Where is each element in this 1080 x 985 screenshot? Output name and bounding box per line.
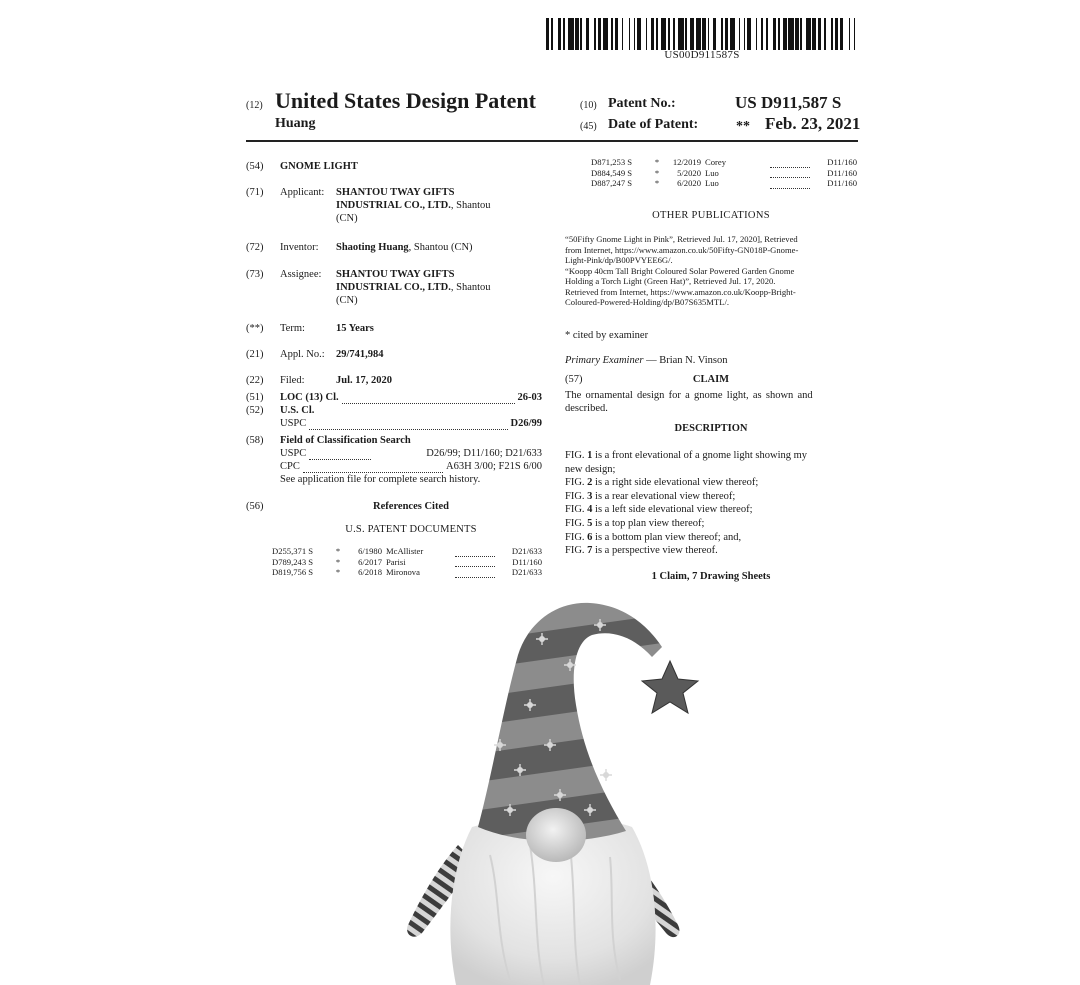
ref-name: Corey (705, 157, 727, 167)
ref-number: D819,756 S (272, 567, 314, 577)
fig-number: 3 (587, 490, 593, 502)
ref-star: * (335, 556, 341, 567)
publications-list (565, 234, 857, 308)
code-58: (58) (246, 435, 264, 446)
ref-name: McAllister (386, 546, 424, 556)
code-term: (**) (246, 323, 264, 334)
ref-number: D884,549 S (591, 167, 633, 178)
fig-number: 4 (587, 504, 593, 516)
reference-row (591, 168, 857, 179)
loc-row (280, 391, 542, 404)
us-patent-documents-title: U.S. PATENT DOCUMENTS (345, 524, 477, 535)
search-cpc-label: CPC (280, 461, 300, 472)
search-note: See application file for complete search history. (280, 474, 481, 485)
ref-date: 6/1980 (358, 546, 382, 556)
fig-number: 2 (587, 477, 593, 489)
figure-description (565, 503, 857, 517)
code-22: (22) (246, 375, 264, 386)
ref-class: D21/633 (511, 546, 542, 556)
publication-line: Light-Pink/dp/B00PVYEE6G/. (565, 255, 673, 265)
inventor-short: Huang (275, 116, 316, 131)
figure-description (565, 517, 857, 531)
ref-class: D21/633 (511, 567, 542, 577)
ref-date: 6/2017 (358, 556, 382, 567)
fig-number: 1 (587, 450, 593, 461)
publication-line: “50Fifty Gnome Light in Pink”, Retrieved Jul. 17, 2020], Retrieved (565, 234, 798, 244)
reference-row (591, 157, 857, 168)
code-51: (51) (246, 392, 264, 403)
header-rule (246, 140, 858, 142)
code-56: (56) (246, 501, 264, 512)
ref-class: D11/160 (827, 157, 857, 167)
ref-date: 6/2018 (358, 567, 382, 577)
ref-name: Luo (705, 167, 719, 178)
applicant-city: , Shantou (450, 200, 491, 211)
fig-text: is a top plan view thereof; (592, 517, 705, 529)
nose (526, 808, 586, 862)
search-cpc-value: A63H 3/00; F21S 6/00 (446, 461, 542, 472)
fig-prefix: FIG. (565, 504, 588, 516)
ref-star: * (335, 567, 341, 577)
ref-date: 6/2020 (677, 178, 701, 188)
ref-class: D11/160 (827, 178, 857, 188)
ref-leader (770, 178, 810, 189)
uspc-row (280, 417, 542, 430)
code-73: (73) (246, 269, 264, 280)
design-title: GNOME LIGHT (280, 161, 358, 172)
claim-text-2: described. (565, 403, 608, 414)
ref-star: * (654, 167, 660, 178)
ref-name: Luo (705, 178, 719, 188)
ref-leader (770, 168, 810, 179)
examiner-line (565, 354, 728, 367)
patent-title: United States Design Patent (275, 88, 536, 113)
filed-value: Jul. 17, 2020 (336, 375, 393, 386)
fig-prefix: FIG. (565, 531, 588, 543)
figure-description (565, 544, 857, 558)
examiner-name: Brian N. Vinson (659, 355, 728, 366)
code-54: (54) (246, 161, 264, 172)
ref-class: D11/160 (512, 556, 542, 567)
fig-text: is a front elevational of a gnome light showing my (592, 450, 808, 461)
reference-row (272, 567, 542, 578)
assignee-line1: SHANTOU TWAY GIFTS (336, 269, 455, 280)
right-reference-list (591, 157, 857, 189)
ref-star: * (654, 157, 660, 167)
claim-text-line1 (565, 389, 857, 402)
filed-label: Filed: (280, 375, 305, 386)
claim-title: CLAIM (692, 374, 730, 385)
patent-no-label: Patent No.: (608, 96, 676, 111)
ref-number: D887,247 S (591, 178, 633, 188)
appl-no-label: Appl. No.: (280, 349, 325, 360)
patent-no: US D911,587 S (735, 93, 842, 112)
us-cl-label: U.S. Cl. (280, 405, 315, 416)
applicant-label: Applicant: (280, 187, 325, 198)
references-cited-title: References Cited (373, 501, 449, 512)
patent-date: Feb. 23, 2021 (765, 114, 861, 133)
code-10: (10) (580, 100, 597, 111)
uspc-value: D26/99 (510, 418, 542, 429)
fig-prefix: FIG. (565, 517, 588, 529)
assignee-line2 (336, 281, 491, 294)
ref-date: 5/2020 (677, 167, 701, 178)
ref-leader (455, 557, 495, 568)
cited-by-examiner: * cited by examiner (565, 330, 649, 341)
code-21: (21) (246, 349, 264, 360)
term-label: Term: (280, 323, 305, 334)
search-cpc-leader (303, 460, 443, 473)
ref-number: D871,253 S (591, 157, 633, 167)
publication-line: Holding a Torch Light (Green Hat)”, Retrieved Jul. 17, 2020. (565, 276, 776, 286)
reference-row (591, 178, 857, 189)
applicant-line3: (CN) (336, 213, 358, 224)
figure-description (565, 490, 857, 504)
field-search-label: Field of Classification Search (280, 435, 411, 446)
code-57: (57) (565, 374, 583, 385)
search-uspc-value: D26/99; D11/160; D21/633 (426, 448, 542, 459)
search-uspc-leader (309, 447, 371, 460)
code-12: (12) (246, 100, 263, 111)
figure-description (565, 531, 857, 545)
inventor-line (336, 241, 473, 254)
ref-name: Mironova (386, 567, 420, 577)
fig-prefix: FIG. (565, 450, 588, 461)
date-label: Date of Patent: (608, 117, 699, 132)
star-ornament (642, 661, 698, 713)
fig-text: is a bottom plan view thereof; and, (592, 531, 742, 543)
appl-no-value: 29/741,984 (336, 349, 384, 360)
description-title: DESCRIPTION (674, 423, 748, 434)
ref-date: 12/2019 (672, 157, 701, 167)
publication-line: “Koopp 40cm Tall Bright Coloured Solar Powered Garden Gnome (565, 265, 795, 276)
fig-text: is a rear elevational view thereof; (592, 490, 736, 502)
fig-text: is a right side elevational view thereof; (592, 477, 759, 489)
left-reference-list (272, 546, 542, 578)
claim-text-1: The ornamental design for a gnome light, as shown and (565, 390, 813, 401)
applicant-line2 (336, 199, 491, 212)
ref-star: * (335, 546, 341, 556)
gnome-light-illustration (400, 595, 710, 985)
uspc-leader (309, 417, 507, 430)
ref-leader (770, 157, 810, 168)
ref-number: D789,243 S (272, 556, 314, 567)
search-uspc-row (280, 447, 542, 460)
barcode-number: US00D911587S (664, 49, 740, 61)
figure-description (565, 449, 857, 463)
loc-leader (342, 391, 515, 404)
uspc-label: USPC (280, 418, 307, 429)
assignee-label: Assignee: (280, 269, 322, 280)
term-value: 15 Years (336, 323, 374, 334)
examiner-sep: — (643, 355, 660, 366)
search-uspc-label: USPC (280, 448, 307, 459)
examiner-label: Primary Examiner (565, 355, 644, 366)
reference-row (272, 557, 542, 568)
barcode-bar (855, 18, 857, 50)
code-45: (45) (580, 121, 597, 132)
search-cpc-row (280, 460, 542, 473)
code-72: (72) (246, 242, 264, 253)
publication-line: Coloured-Powered-Holding/dp/B07S635MTL/. (565, 297, 729, 307)
publication-line: from Internet, https://www.amazon.co.uk/50Fifty-GN018P-Gnome- (565, 244, 799, 255)
ref-number: D255,371 S (272, 546, 314, 556)
claims-summary: 1 Claim, 7 Drawing Sheets (651, 571, 771, 582)
code-71: (71) (246, 187, 264, 198)
figure-description (565, 476, 857, 490)
loc-label: LOC (13) Cl. (280, 392, 339, 403)
fig-text: is a left side elevational view thereof; (592, 504, 753, 516)
applicant-line1: SHANTOU TWAY GIFTS (336, 187, 455, 198)
code-52: (52) (246, 405, 264, 416)
inventor-city: , Shantou (CN) (408, 242, 473, 253)
other-publications-title: OTHER PUBLICATIONS (652, 210, 770, 221)
figure-description (565, 463, 857, 477)
hat (478, 603, 662, 841)
loc-value: 26-03 (517, 392, 542, 403)
fig-number: 7 (587, 545, 593, 557)
reference-row (272, 546, 542, 557)
applicant-company: INDUSTRIAL CO., LTD. (336, 200, 451, 211)
ref-leader (455, 546, 495, 557)
assignee-city: , Shantou (450, 282, 491, 293)
assignee-line3: (CN) (336, 295, 358, 306)
fig-prefix: FIG. (565, 490, 588, 502)
barcode (546, 18, 858, 50)
ref-class: D11/160 (827, 167, 857, 178)
ref-star: * (654, 178, 660, 188)
fig-number: 6 (587, 531, 593, 543)
fig-prefix: FIG. (565, 477, 588, 489)
assignee-company: INDUSTRIAL CO., LTD. (336, 282, 451, 293)
inventor-label: Inventor: (280, 242, 319, 253)
fig-text: is a perspective view thereof. (592, 545, 718, 557)
figure-descriptions (565, 449, 857, 558)
date-stars: ** (736, 119, 750, 134)
publication-line: Retrieved from Internet, https://www.amazon.co.uk/Koopp-Bright- (565, 286, 796, 297)
fig-text: new design; (565, 463, 616, 475)
ref-leader (455, 567, 495, 578)
fig-prefix: FIG. (565, 545, 588, 557)
ref-name: Parisi (386, 556, 406, 567)
inventor-name: Shaoting Huang (336, 242, 409, 253)
fig-number: 5 (587, 517, 593, 529)
